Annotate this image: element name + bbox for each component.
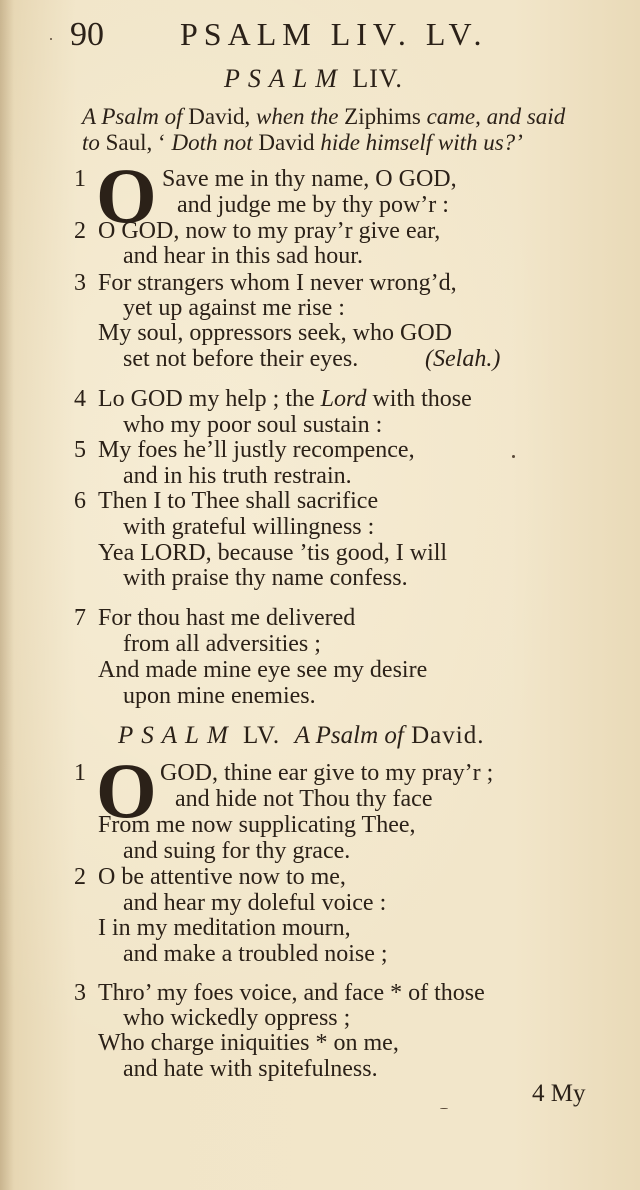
subtitle-j: hide himself with us?’	[320, 130, 523, 155]
paper-speck	[512, 455, 515, 458]
subtitle-c: when the	[256, 104, 339, 129]
verse-number: 5	[74, 437, 86, 463]
psalm-54-title-word: PSALM	[224, 64, 345, 93]
verse-number: 1	[74, 760, 86, 786]
running-head: PSALM LIV. LV.	[180, 16, 488, 52]
verse-line: upon mine enemies.	[123, 683, 316, 709]
psalm-55-title-word: PSALM	[118, 722, 236, 749]
verse-line: My soul, oppressors seek, who GOD	[98, 320, 452, 346]
psalm-54-title-number: LIV.	[352, 64, 403, 93]
verse-number: 3	[74, 270, 86, 296]
verse-line: From me now supplicating Thee,	[98, 812, 416, 838]
verse-line: and judge me by thy pow’r :	[177, 192, 449, 218]
psalm-55-title	[118, 722, 484, 750]
verse-line: Thro’ my foes voice, and face * of those	[98, 980, 485, 1006]
verse-line: who my poor soul sustain :	[123, 412, 383, 438]
verse-line: set not before their eyes.	[123, 346, 359, 372]
verse-line: O be attentive now to me,	[98, 864, 346, 890]
verse-line	[98, 386, 472, 413]
verse-number: 6	[74, 488, 86, 514]
verse-line: from all adversities ;	[123, 631, 321, 657]
paper-speck	[440, 1108, 448, 1109]
verse-line-part: with those	[372, 386, 472, 412]
verse-line: My foes he’ll justly recompence,	[98, 437, 415, 463]
psalm-55-title-number: LV.	[243, 722, 281, 749]
subtitle-a: A Psalm of	[82, 104, 183, 129]
subtitle-i: David	[258, 130, 315, 155]
verse-line: I in my meditation mourn,	[98, 915, 351, 941]
verse-line: with grateful willingness :	[123, 514, 375, 540]
verse-line: For strangers whom I never wrong’d,	[98, 270, 457, 296]
page-header	[0, 14, 640, 54]
paper-speck	[50, 38, 52, 40]
drop-cap: O	[96, 152, 157, 239]
verse-line: and hear in this sad hour.	[123, 243, 363, 269]
catchword: 4 My	[532, 1080, 586, 1107]
verse-line: Yea LORD, because ’tis good, I will	[98, 540, 448, 566]
subtitle-d: Ziphims	[344, 104, 421, 129]
verse-line: And made mine eye see my desire	[98, 657, 428, 683]
selah: (Selah.)	[425, 346, 501, 372]
psalm-54-title	[224, 64, 403, 94]
verse-line: who wickedly oppress ;	[123, 1005, 351, 1031]
psalm-55-title-david: David.	[411, 722, 485, 749]
verse-line: with praise thy name confess.	[123, 565, 408, 591]
subtitle-h: Doth not	[171, 130, 253, 155]
subtitle-g: Saul, ‘	[105, 130, 166, 155]
subtitle-e: came, and said	[426, 104, 566, 129]
verse-line: Save me in thy name, O GOD,	[162, 166, 457, 192]
verse-line: and in his truth restrain.	[123, 463, 352, 489]
verse-line: Then I to Thee shall sacrifice	[98, 488, 379, 514]
verse-line-part: Lo GOD my help ; the	[98, 386, 315, 412]
psalm-54-subtitle-line-1	[82, 103, 565, 131]
verse-line: For thou hast me delivered	[98, 605, 356, 631]
verse-line: yet up against me rise :	[123, 295, 345, 321]
verse-number: 4	[74, 386, 86, 412]
subtitle-f: to	[82, 130, 100, 155]
verse-number: 1	[74, 166, 86, 192]
verse-number: 2	[74, 864, 86, 890]
verse-number: 2	[74, 218, 86, 244]
verse-line-lord: Lord	[320, 386, 367, 412]
verse-number: 7	[74, 605, 86, 631]
verse-number: 3	[74, 980, 86, 1006]
verse-line: and hear my doleful voice :	[123, 890, 387, 916]
verse-line: and hate with spitefulness.	[123, 1056, 378, 1082]
verse-line: and suing for thy grace.	[123, 838, 351, 864]
verse-line: GOD, thine ear give to my pray’r ;	[160, 760, 494, 786]
verse-line: Who charge iniquities * on me,	[98, 1030, 399, 1056]
subtitle-b: David,	[188, 104, 251, 129]
verse-line: and hide not Thou thy face	[175, 786, 433, 812]
drop-cap: O	[96, 747, 157, 834]
verse-line: O GOD, now to my pray’r give ear,	[98, 218, 441, 244]
page-number: 90	[70, 16, 104, 53]
verse-line: and make a troubled noise ;	[123, 941, 388, 967]
psalm-55-title-sub: A Psalm of	[294, 722, 404, 749]
